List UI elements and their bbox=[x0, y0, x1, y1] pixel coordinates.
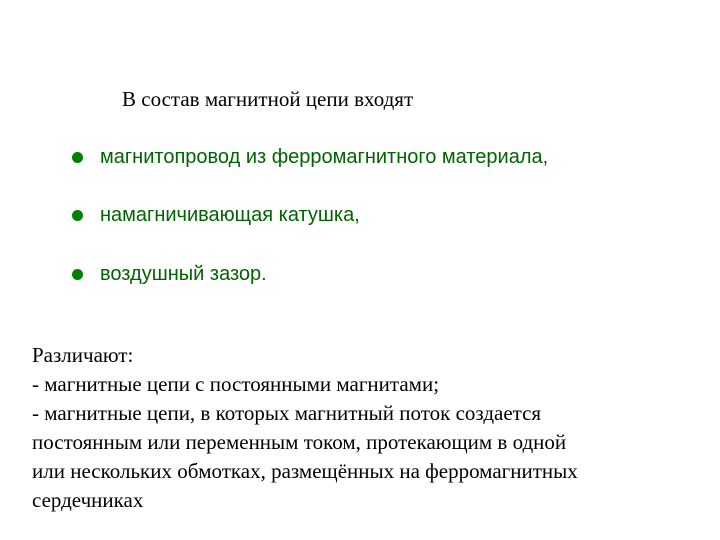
bullet-text: магнитопровод из ферромагнитного материала, bbox=[100, 146, 549, 168]
paragraph-line: сердечниках bbox=[32, 488, 144, 512]
body-paragraph bbox=[32, 341, 702, 515]
paragraph-line: или нескольких обмотках, размещённых на ферромагнитных bbox=[32, 459, 578, 483]
bullet-dot-icon bbox=[72, 210, 83, 221]
paragraph-line: постоянным или переменным током, протекающим в одной bbox=[32, 430, 567, 454]
paragraph-line: Различают: bbox=[32, 343, 134, 367]
paragraph-line: - магнитные цепи, в которых магнитный поток создается bbox=[32, 401, 542, 425]
bullet-dot-icon bbox=[72, 269, 83, 280]
slide-heading: В состав магнитной цепи входят bbox=[122, 87, 414, 111]
paragraph-line: - магнитные цепи с постоянными магнитами; bbox=[32, 372, 440, 396]
bullet-dot-icon bbox=[72, 152, 83, 163]
bullet-text: воздушный зазор. bbox=[100, 263, 267, 285]
bullet-text: намагничивающая катушка, bbox=[100, 204, 360, 226]
